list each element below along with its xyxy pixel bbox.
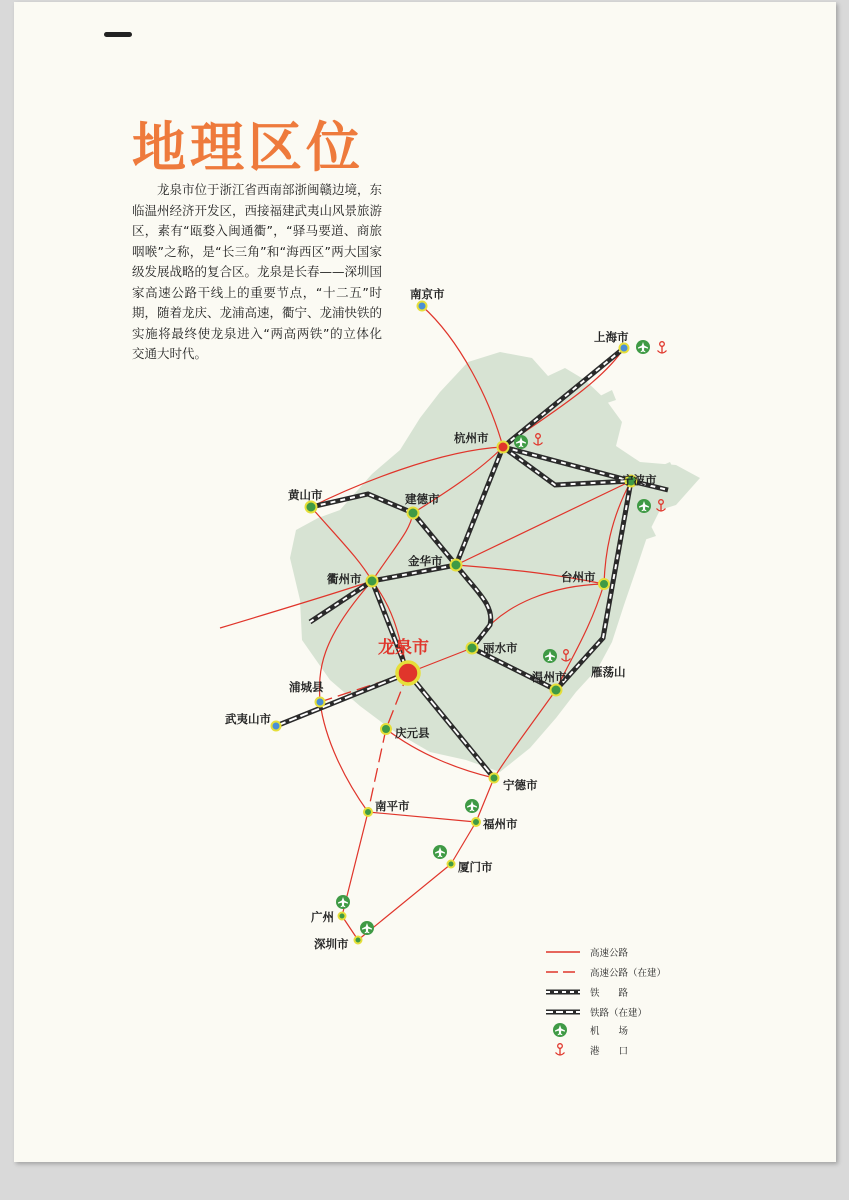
legend-highway: 高速公路 xyxy=(590,948,629,959)
label-shenzhen: 深圳市 xyxy=(314,937,349,951)
label-wuyishan: 武夷山市 xyxy=(225,712,271,726)
node-pucheng xyxy=(316,698,325,707)
label-yandangshan: 雁荡山 xyxy=(591,665,626,679)
label-jinhua: 金华市 xyxy=(408,554,443,568)
label-nanjing: 南京市 xyxy=(410,287,445,301)
legend-railway: 铁 路 xyxy=(590,988,629,999)
map-legend xyxy=(546,947,666,1057)
label-hangzhou: 杭州市 xyxy=(454,431,489,445)
node-jiande xyxy=(408,508,419,519)
node-lishui xyxy=(467,643,478,654)
label-wenzhou: 温州市 xyxy=(532,670,567,684)
label-shanghai: 上海市 xyxy=(594,330,629,344)
legend-highway-construction: 高速公路（在建） xyxy=(590,968,667,979)
node-fuzhou xyxy=(472,818,480,826)
label-pucheng: 浦城县 xyxy=(289,680,324,694)
label-nanping: 南平市 xyxy=(375,799,410,813)
airplane-icon xyxy=(433,845,447,859)
label-quzhou: 衢州市 xyxy=(327,572,362,586)
airplane-icon xyxy=(543,649,557,663)
label-taizhou: 台州市 xyxy=(561,570,596,584)
intro-paragraph: 龙泉市位于浙江省西南部浙闽赣边境，东临温州经济开发区，西接福建武夷山风景旅游区，素有“瓯婺入闽通衢”，“驿马要道、商旅咽喉”之称，是“长三角”和“海西区”两大国家级发展战略的复合区。龙泉是长春——深圳国家高速公路干线上的重要节点，“十二五”时期，随着龙庆、龙浦高速，衢宁、龙浦快铁的实施将最终使龙泉进入“两高两铁”的立体化交通大时代。 xyxy=(132,182,383,361)
airplane-icon xyxy=(360,921,374,935)
node-longquan xyxy=(397,662,419,684)
legend-railway-construction: 铁路（在建） xyxy=(590,1008,648,1019)
node-huangshan xyxy=(306,502,317,513)
node-nanping xyxy=(364,808,372,816)
node-taizhou xyxy=(599,579,609,589)
label-qingyuan: 庆元县 xyxy=(395,726,430,740)
node-quzhou xyxy=(367,576,378,587)
legend-port: 港 口 xyxy=(590,1046,629,1057)
label-lishui: 丽水市 xyxy=(483,641,518,655)
airplane-icon xyxy=(636,340,650,354)
airplane-icon xyxy=(514,435,528,449)
label-fuzhou: 福州市 xyxy=(483,817,518,831)
node-qingyuan xyxy=(381,724,391,734)
page-title: 地理区位 xyxy=(132,116,364,179)
airplane-icon xyxy=(637,499,651,513)
label-jiande: 建德市 xyxy=(405,492,440,506)
node-wuyishan xyxy=(272,722,281,731)
label-huangshan: 黄山市 xyxy=(288,488,323,502)
airplane-icon xyxy=(553,1023,567,1037)
airplane-icon xyxy=(336,895,350,909)
node-xiamen xyxy=(448,861,455,868)
anchor-icon xyxy=(658,342,667,353)
label-xiamen: 厦门市 xyxy=(458,860,493,874)
node-jinhua xyxy=(451,560,462,571)
label-ningbo: 宁波市 xyxy=(622,473,657,487)
zhejiang-land xyxy=(290,352,700,772)
node-ningde xyxy=(490,774,499,783)
anchor-icon xyxy=(556,1044,565,1055)
node-shanghai xyxy=(620,344,629,353)
label-longquan: 龙泉市 xyxy=(378,638,429,658)
node-guangzhou xyxy=(339,913,346,920)
node-wenzhou xyxy=(551,685,562,696)
node-nanjing xyxy=(418,302,427,311)
legend-airport: 机 场 xyxy=(590,1026,629,1037)
label-ningde: 宁德市 xyxy=(503,778,538,792)
label-guangzhou: 广州 xyxy=(311,910,334,924)
node-hangzhou xyxy=(498,442,509,453)
airplane-icon xyxy=(465,799,479,813)
node-shenzhen xyxy=(355,937,362,944)
